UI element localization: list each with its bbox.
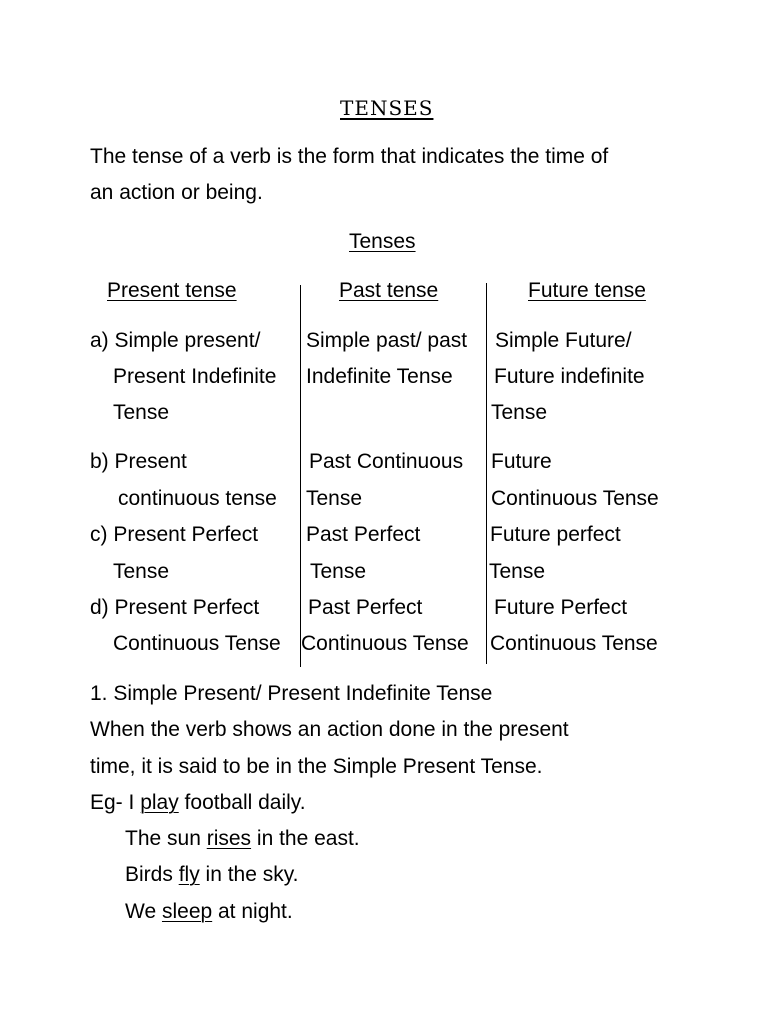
example-text: The sun: [125, 827, 207, 850]
example-sentence: [125, 864, 299, 885]
present-cell: a) Simple present/: [90, 329, 261, 352]
example-text: at night.: [212, 900, 293, 923]
past-cell: Tense: [306, 487, 363, 510]
header-present: Present tense: [107, 279, 237, 302]
present-cell: Tense: [113, 560, 170, 583]
example-verb: fly: [178, 863, 200, 886]
column-divider-1: [300, 285, 301, 667]
past-cell: Tense: [310, 560, 367, 583]
page-title: TENSES: [340, 96, 434, 120]
table-caption: Tenses: [349, 230, 416, 253]
example-sentence: [90, 792, 306, 813]
column-divider-2: [486, 283, 487, 664]
header-future: Future tense: [528, 279, 646, 302]
example-sentence: [125, 901, 293, 922]
past-cell: Past Perfect: [306, 523, 421, 546]
example-verb: sleep: [161, 900, 213, 923]
section-description: time, it is said to be in the Simple Present Tense.: [90, 755, 543, 778]
future-cell: Future indefinite: [494, 365, 645, 388]
example-verb: play: [140, 791, 179, 814]
past-cell: Past Continuous: [309, 450, 464, 473]
intro-line-2: an action or being.: [90, 181, 263, 204]
future-cell: Future perfect: [490, 523, 621, 546]
future-cell: Continuous Tense: [490, 632, 658, 655]
example-verb: rises: [206, 827, 252, 850]
future-cell: Simple Future/: [495, 329, 632, 352]
example-text: Birds: [125, 863, 179, 886]
future-cell: Tense: [489, 560, 546, 583]
example-text: Eg- I: [90, 791, 141, 814]
example-text: in the sky.: [199, 863, 299, 886]
future-cell: Continuous Tense: [491, 487, 659, 510]
example-sentence: [125, 828, 360, 849]
past-cell: Indefinite Tense: [306, 365, 453, 388]
past-cell: Past Perfect: [308, 596, 423, 619]
present-cell: d) Present Perfect: [90, 596, 260, 619]
intro-line-1: The tense of a verb is the form that indicates the time of: [90, 145, 609, 168]
present-cell: b) Present: [90, 450, 187, 473]
present-cell: Present Indefinite: [113, 365, 277, 388]
section-heading: 1. Simple Present/ Present Indefinite Tense: [90, 682, 493, 705]
example-text: football daily.: [178, 791, 306, 814]
future-cell: Future Perfect: [494, 596, 628, 619]
example-text: in the east.: [251, 827, 360, 850]
present-cell: Continuous Tense: [113, 632, 281, 655]
example-text: We: [125, 900, 162, 923]
past-cell: Continuous Tense: [301, 632, 469, 655]
present-cell: Tense: [113, 401, 170, 424]
present-cell: c) Present Perfect: [90, 523, 259, 546]
future-cell: Tense: [491, 401, 548, 424]
header-past: Past tense: [339, 279, 439, 302]
present-cell: continuous tense: [118, 487, 277, 510]
future-cell: Future: [491, 450, 552, 473]
section-description: When the verb shows an action done in the present: [90, 718, 569, 741]
past-cell: Simple past/ past: [306, 329, 468, 352]
